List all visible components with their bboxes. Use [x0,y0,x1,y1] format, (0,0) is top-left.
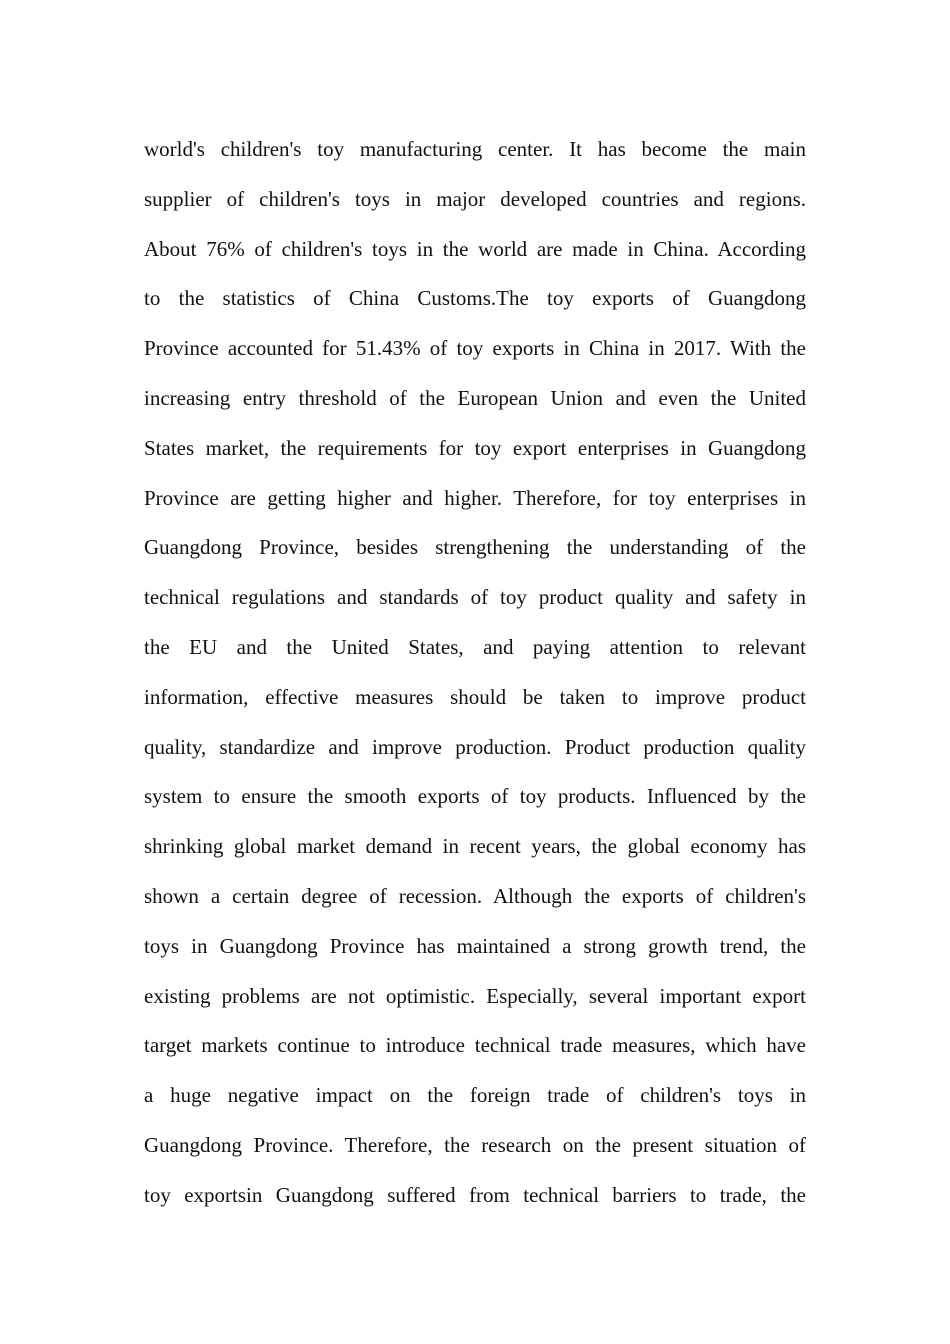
text-line: Province are getting higher and higher. Therefore, for toy enterprises in [144,485,806,510]
text-line: Province accounted for 51.43% of toy exports in China in 2017. With the [144,336,806,361]
text-line: quality, standardize and improve production. Product production quality [144,734,806,759]
text-line: technical regulations and standards of toy product quality and safety in [144,585,806,610]
text-line: Guangdong Province, besides strengthening the understanding of the [144,535,806,560]
text-line: information, effective measures should be taken to improve product [144,684,806,709]
text-line: Guangdong Province. Therefore, the research on the present situation of [144,1132,806,1157]
text-line: target markets continue to introduce technical trade measures, which have [144,1033,806,1058]
text-line: a huge negative impact on the foreign trade of children's toys in [144,1083,806,1108]
text-line: toy exportsin Guangdong suffered from technical barriers to trade, the [144,1182,806,1207]
text-line: the EU and the United States, and paying attention to relevant [144,634,806,659]
body-paragraph [144,125,806,1221]
text-line: States market, the requirements for toy export enterprises in Guangdong [144,435,806,460]
text-line: shown a certain degree of recession. Although the exports of children's [144,883,806,908]
text-line: toys in Guangdong Province has maintained a strong growth trend, the [144,933,806,958]
text-line: system to ensure the smooth exports of toy products. Influenced by the [144,784,806,809]
text-line: shrinking global market demand in recent years, the global economy has [144,834,806,859]
text-line: to the statistics of China Customs.The toy exports of Guangdong [144,286,806,311]
text-line: world's children's toy manufacturing center. It has become the main [144,137,806,161]
text-line: existing problems are not optimistic. Especially, several important export [144,983,806,1008]
text-line: supplier of children's toys in major developed countries and regions. [144,186,806,211]
text-line: About 76% of children's toys in the world are made in China. According [144,236,806,261]
text-line: increasing entry threshold of the European Union and even the United [144,385,806,410]
